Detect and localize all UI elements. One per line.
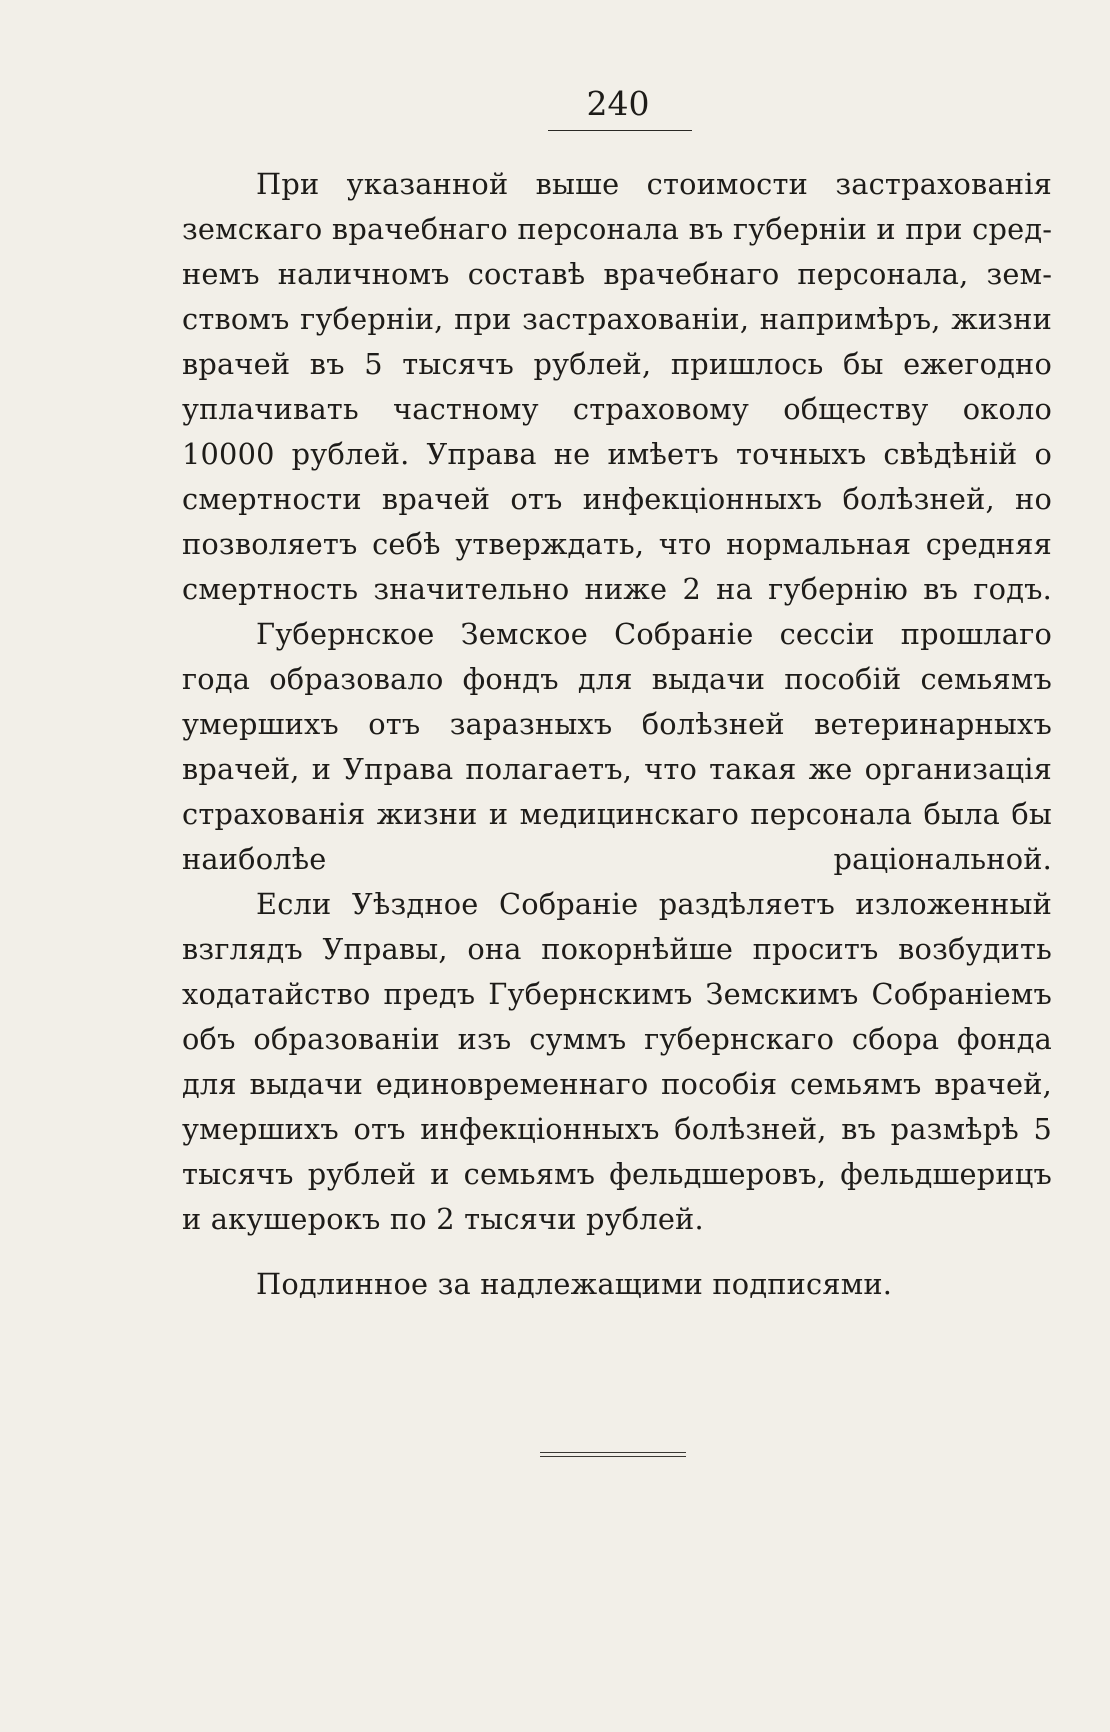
body-text — [182, 162, 1052, 1242]
header-rule — [548, 130, 692, 131]
signature-line: Подлинное за надлежащими подписями. — [256, 1267, 893, 1301]
paragraph-1: При указанной выше стоимости застрахованія земскаго врачебнаго персонала въ губерніи и при среднемъ наличномъ составѣ врачебнаго персонала, земствомъ губерніи, при застрахованіи, напримѣръ, жизни врачей въ 5 тысячъ рублей, пришлось бы ежегодно уплачивать частному страховому обществу около 10000 рублей. Управа не имѣетъ точныхъ свѣдѣній о смертности врачей отъ инфекціонныхъ болѣзней, но позволяетъ себѣ утверждать, что нормальная средняя смертность значительно ниже 2 на губернію въ годъ. — [182, 167, 1052, 606]
page-number: 240 — [586, 84, 650, 123]
paragraph-3: Если Уѣздное Собраніе раздѣляетъ изложенный взглядъ Управы, она покорнѣйше проситъ возбудить ходатайство предъ Губернскимъ Земскимъ Собраніемъ объ образованіи изъ суммъ губернскаго сбора фонда для выдачи единовременнаго пособія семьямъ врачей, умершихъ отъ инфекціонныхъ болѣзней, въ размѣрѣ 5 тысячъ рублей и семьямъ фельдшеровъ, фельдшерицъ и акушерокъ по 2 тысячи рублей. — [182, 887, 1052, 1236]
paragraph-2: Губернское Земское Собраніе сессіи прошлаго года образовало фондъ для выдачи пособій семьямъ умершихъ отъ заразныхъ болѣзней ветеринарныхъ врачей, и Управа полагаетъ, что такая же организація страхованія жизни и медицинскаго персонала была бы наиболѣе раціональной. — [182, 617, 1052, 876]
end-rule — [540, 1452, 686, 1457]
